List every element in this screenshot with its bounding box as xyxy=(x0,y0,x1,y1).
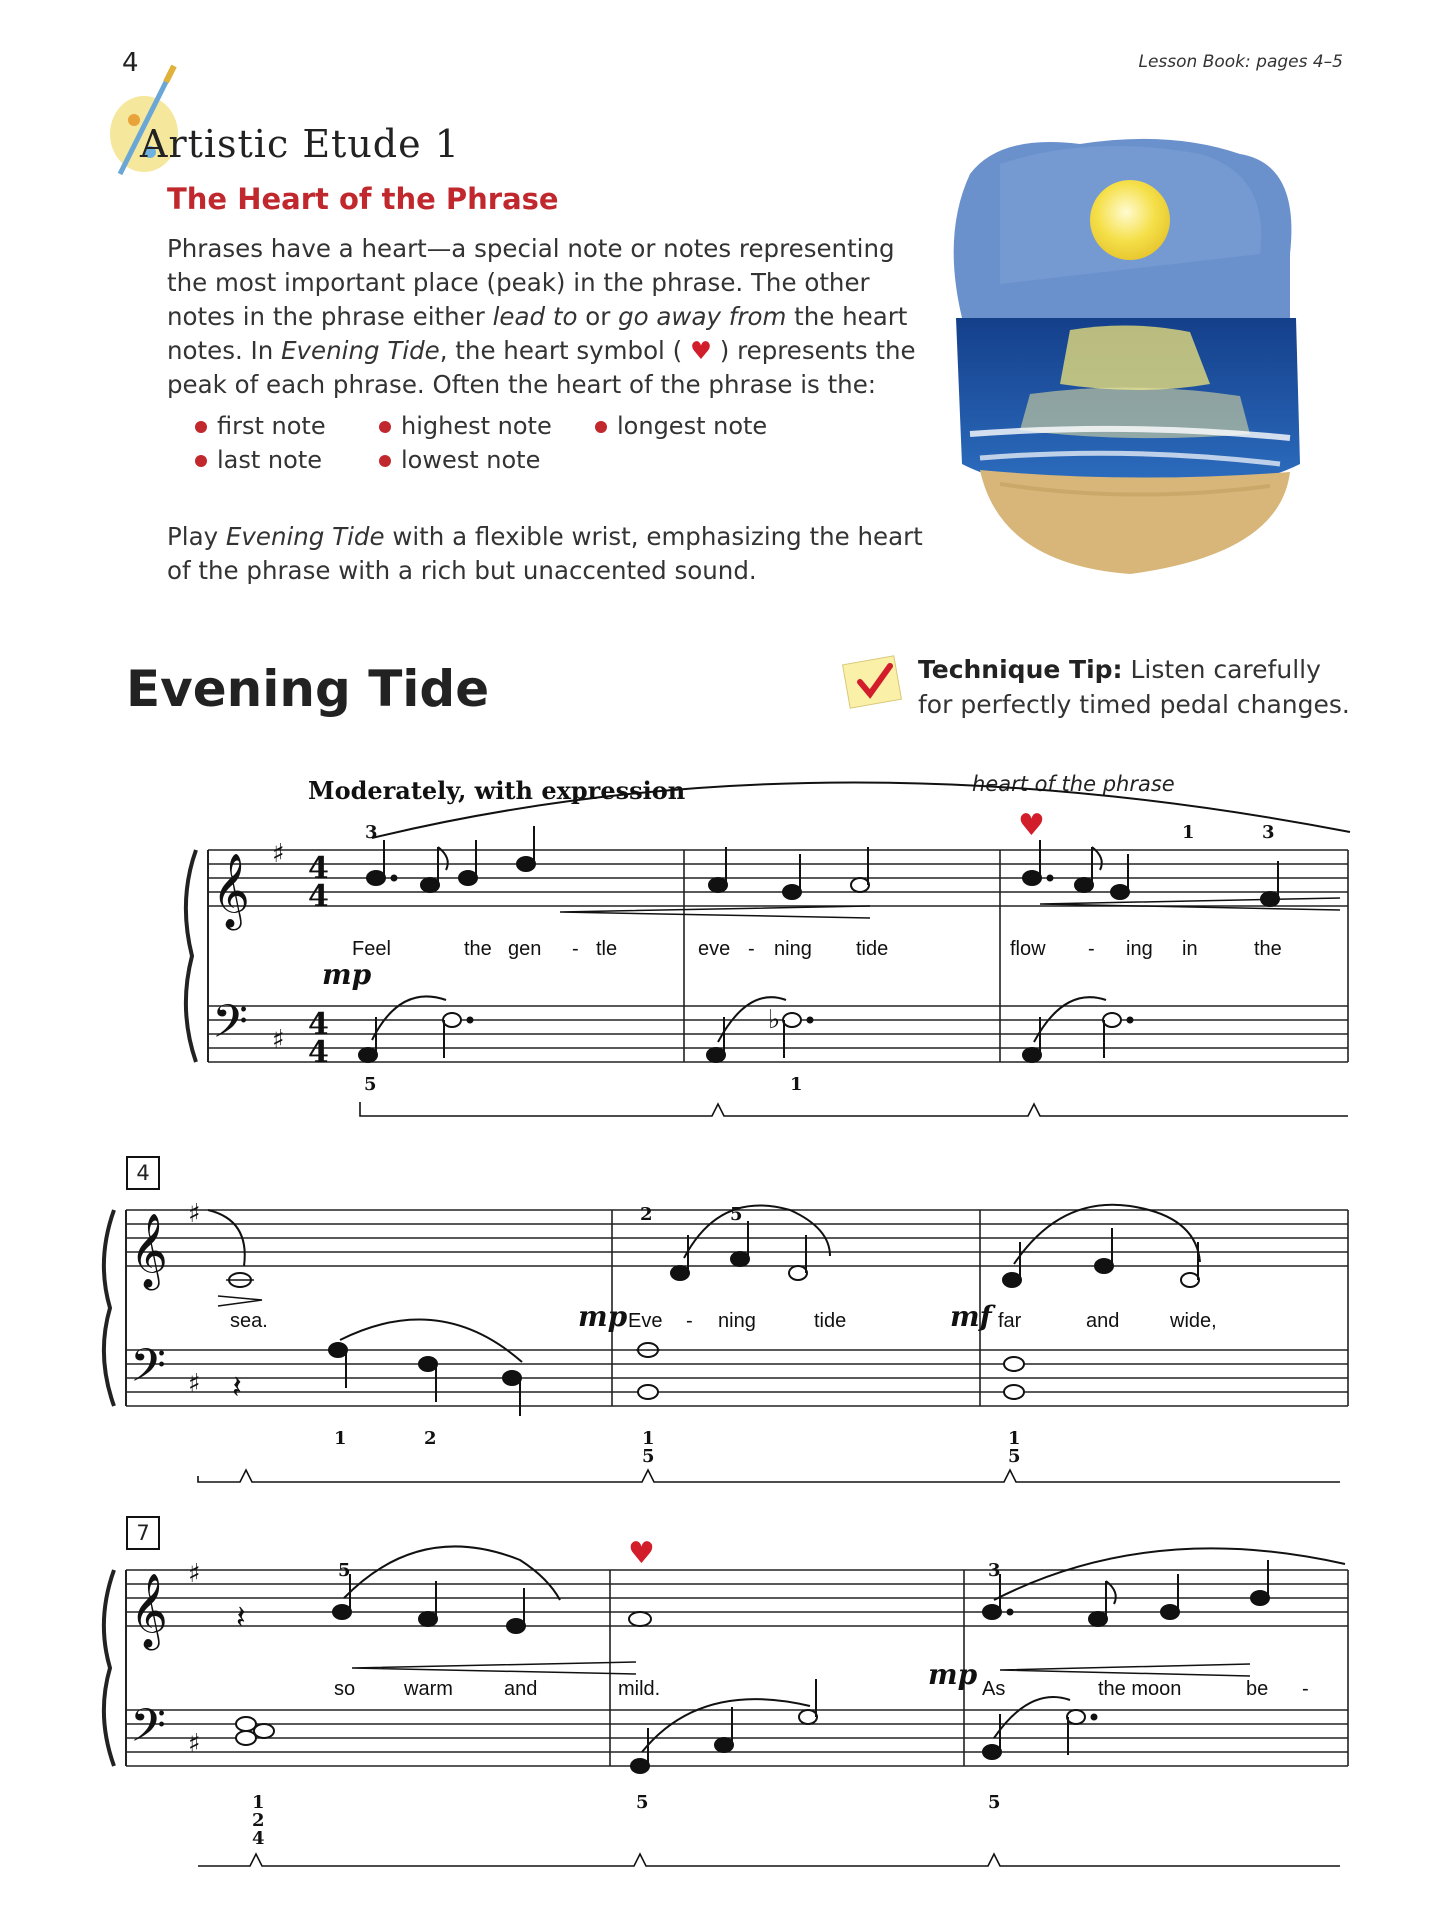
intro-text: Phrases have a heart—a special note or notes representing the most important place (peak) in the phrase. The other notes in the phrase either xyxy=(167,234,895,331)
lyric-syllable: Eve xyxy=(628,1310,663,1332)
lyric-syllable: and xyxy=(504,1678,538,1700)
lyric-syllable: eve xyxy=(698,938,731,960)
svg-text:4: 4 xyxy=(308,879,329,914)
fingering-number: 5 xyxy=(338,1560,351,1581)
intro-text: ) represents the peak of each phrase. Often the heart of the phrase is the: xyxy=(167,336,916,399)
svg-text:4: 4 xyxy=(308,851,329,886)
bullet-item: lowest note xyxy=(379,446,540,474)
intro-emphasis: go away from xyxy=(618,302,787,331)
lyric-syllable: mild. xyxy=(618,1678,661,1700)
lyric-syllable: - xyxy=(572,938,579,960)
intro-emphasis: lead to xyxy=(492,302,578,331)
fingering-number: 1 xyxy=(252,1792,265,1813)
lyric-syllable: the xyxy=(1254,938,1282,960)
fingering-number: 5 xyxy=(730,1204,743,1225)
lyric-syllable: the moon xyxy=(1098,1678,1182,1700)
bullet-item: longest note xyxy=(595,412,767,440)
lyric-syllable: ning xyxy=(718,1310,756,1332)
fingering-number: 5 xyxy=(636,1792,649,1813)
song-title: Evening Tide xyxy=(126,660,490,718)
play-instructions: Play Evening Tide with a flexible wrist, emphasizing the heart of the phrase with a rich but unaccented sound. xyxy=(167,522,923,585)
lyric-syllable: tide xyxy=(814,1310,847,1332)
fingering-number: 1 xyxy=(1008,1428,1021,1449)
svg-text:𝄢: 𝄢 xyxy=(130,1699,167,1764)
fingering-number: 3 xyxy=(365,822,378,843)
lyric-syllable: - xyxy=(686,1310,693,1332)
tempo-marking: Moderately, with expression xyxy=(308,776,686,805)
etude-title: Artistic Etude 1 xyxy=(140,122,460,166)
bullet-item: first note xyxy=(195,412,326,440)
fingering-number: 5 xyxy=(988,1792,1001,1813)
lyric-syllable: far xyxy=(998,1310,1022,1332)
dynamic-marking: mp xyxy=(578,1300,628,1333)
fingering-number: 2 xyxy=(252,1810,265,1831)
lyric-syllable: ing xyxy=(1126,938,1153,960)
svg-text:𝄞: 𝄞 xyxy=(212,854,250,928)
svg-text:♯: ♯ xyxy=(272,1025,285,1055)
bullet-item: last note xyxy=(195,446,322,474)
lyric-syllable: tide xyxy=(856,938,889,960)
lyric-syllable: be xyxy=(1246,1678,1269,1700)
heart-icon: ♥ xyxy=(628,1536,655,1571)
fingering-number: 1 xyxy=(642,1428,655,1449)
fingering-number: 4 xyxy=(252,1828,265,1849)
lyric-syllable: so xyxy=(334,1678,356,1700)
dynamic-marking: mp xyxy=(322,958,372,991)
lyric-syllable: Feel xyxy=(352,938,391,960)
svg-text:♯: ♯ xyxy=(188,1199,201,1229)
fingering-number: 2 xyxy=(424,1428,437,1449)
fingering-number: 3 xyxy=(988,1560,1001,1581)
lesson-reference: Lesson Book: pages 4–5 xyxy=(1138,52,1343,72)
dynamic-marking: mf xyxy=(950,1300,992,1333)
lyric-syllable: and xyxy=(1086,1310,1120,1332)
dynamic-marking: mp xyxy=(928,1658,978,1691)
fingering-number: 1 xyxy=(1182,822,1195,843)
lyric-syllable: the xyxy=(464,938,492,960)
svg-text:𝄞: 𝄞 xyxy=(130,1214,168,1288)
svg-text:♯: ♯ xyxy=(272,839,285,869)
lyric-syllable: - xyxy=(1302,1678,1309,1700)
lyric-syllable: flow xyxy=(1010,938,1046,960)
lyric-syllable: wide, xyxy=(1170,1310,1217,1332)
heart-icon: ♥ xyxy=(690,336,712,365)
fingering-number: 1 xyxy=(334,1428,347,1449)
svg-text:𝄢: 𝄢 xyxy=(130,1339,167,1404)
page-number: 4 xyxy=(122,48,139,78)
technique-tip-label: Technique Tip: xyxy=(918,655,1123,684)
intro-text: , the heart symbol ( xyxy=(439,336,690,365)
svg-text:♭: ♭ xyxy=(768,1005,781,1035)
technique-tip-text: Listen carefully for perfectly timed pedal changes. xyxy=(918,655,1350,719)
lyric-syllable: warm xyxy=(404,1678,453,1700)
intro-text: or xyxy=(577,302,619,331)
svg-text:♯: ♯ xyxy=(188,1369,201,1399)
measure-number: 4 xyxy=(126,1156,160,1190)
intro-text: the heart notes. In xyxy=(167,302,908,365)
lyric-syllable: sea. xyxy=(230,1310,268,1332)
lyric-syllable: ning xyxy=(774,938,812,960)
piece-name: Evening Tide xyxy=(281,336,440,365)
fingering-number: 2 xyxy=(640,1204,653,1225)
lyric-syllable: As xyxy=(982,1678,1006,1700)
svg-text:4: 4 xyxy=(308,1007,329,1042)
piece-name: Evening Tide xyxy=(225,522,385,551)
lyric-syllable: in xyxy=(1182,938,1198,960)
fingering-number: 1 xyxy=(790,1074,803,1095)
heart-annotation: heart of the phrase xyxy=(972,772,1175,796)
svg-text:𝄢: 𝄢 xyxy=(212,995,249,1060)
bullet-item: highest note xyxy=(379,412,552,440)
fingering-number: 5 xyxy=(364,1074,377,1095)
svg-text:♯: ♯ xyxy=(188,1559,201,1589)
svg-text:𝄽: 𝄽 xyxy=(232,1368,242,1406)
lyric-syllable: - xyxy=(1088,938,1095,960)
etude-subtitle: The Heart of the Phrase xyxy=(167,182,559,216)
fingering-number: 3 xyxy=(1262,822,1275,843)
lyric-syllable: - xyxy=(748,938,755,960)
svg-text:𝄞: 𝄞 xyxy=(130,1574,168,1648)
fingering-number: 5 xyxy=(1008,1446,1021,1467)
lyric-syllable: tle xyxy=(596,938,618,960)
lyric-syllable: gen xyxy=(508,938,542,960)
heart-icon: ♥ xyxy=(1018,808,1045,843)
svg-text:𝄽: 𝄽 xyxy=(236,1598,246,1636)
measure-number: 7 xyxy=(126,1516,160,1550)
svg-text:♯: ♯ xyxy=(188,1729,201,1759)
svg-text:4: 4 xyxy=(308,1035,329,1070)
fingering-number: 5 xyxy=(642,1446,655,1467)
